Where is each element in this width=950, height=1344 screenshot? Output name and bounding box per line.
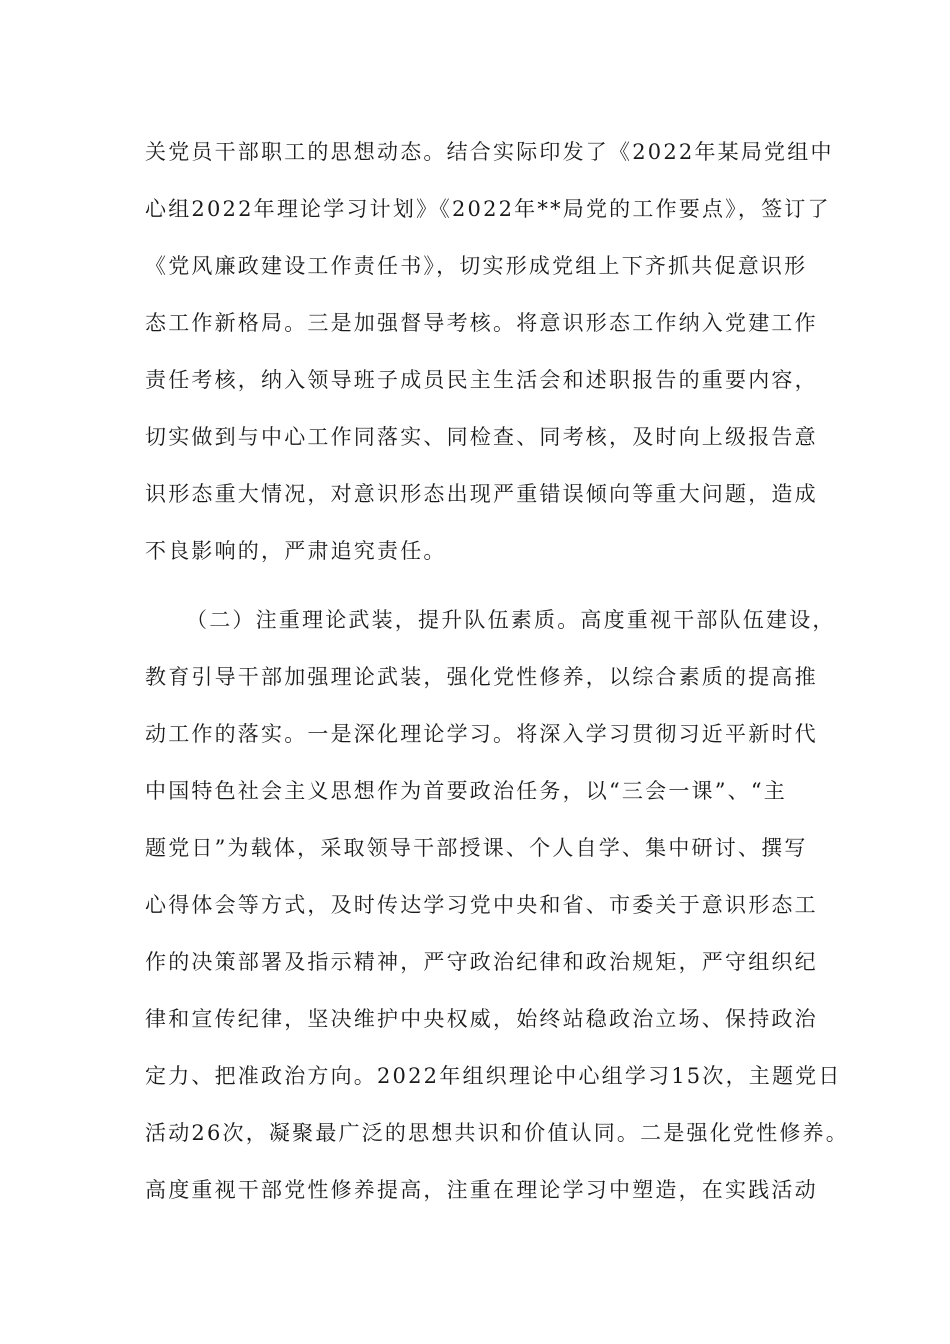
- text-line: 律和宣传纪律，坚决维护中央权威，始终站稳政治立场、保持政治: [145, 1007, 818, 1031]
- section-heading-line: （二）注重理论武装，提升队伍素质。高度重视干部队伍建设，: [186, 608, 836, 632]
- text-line: 心组2022年理论学习计划》《2022年**局党的工作要点》，签订了: [145, 197, 831, 221]
- text-line: 关党员干部职工的思想动态。结合实际印发了《2022年某局党组中: [145, 140, 834, 164]
- text-line: 责任考核，纳入领导班子成员民主生活会和述职报告的重要内容，: [145, 368, 818, 392]
- text-line: 不良影响的，严肃追究责任。: [145, 539, 447, 563]
- text-line: 态工作新格局。三是加强督导考核。将意识形态工作纳入党建工作: [145, 311, 818, 335]
- text-line: 识形态重大情况，对意识形态出现严重错误倾向等重大问题，造成: [145, 482, 818, 506]
- text-line: 切实做到与中心工作同落实、同检查、同考核，及时向上级报告意: [145, 425, 818, 449]
- text-line: 动工作的落实。一是深化理论学习。将深入学习贯彻习近平新时代: [145, 722, 818, 746]
- text-line: 教育引导干部加强理论武装，强化党性修养，以综合素质的提高推: [145, 665, 818, 689]
- text-line: 定力、把准政治方向。2022年组织理论中心组学习15次，主题党日: [145, 1064, 842, 1088]
- text-line: 题党日”为载体，采取领导干部授课、个人自学、集中研讨、撰写: [145, 836, 808, 860]
- text-line: 心得体会等方式，及时传达学习党中央和省、市委关于意识形态工: [145, 893, 818, 917]
- text-line: 中国特色社会主义思想作为首要政治任务，以“三会一课”、“主: [145, 779, 788, 803]
- text-line: 活动26次，凝聚最广泛的思想共识和价值认同。二是强化党性修养。: [145, 1121, 849, 1145]
- text-line: 作的决策部署及指示精神，严守政治纪律和政治规矩，严守组织纪: [145, 950, 818, 974]
- text-line: 《党风廉政建设工作责任书》，切实形成党组上下齐抓共促意识形: [145, 254, 808, 278]
- text-line: 高度重视干部党性修养提高，注重在理论学习中塑造，在实践活动: [145, 1178, 818, 1202]
